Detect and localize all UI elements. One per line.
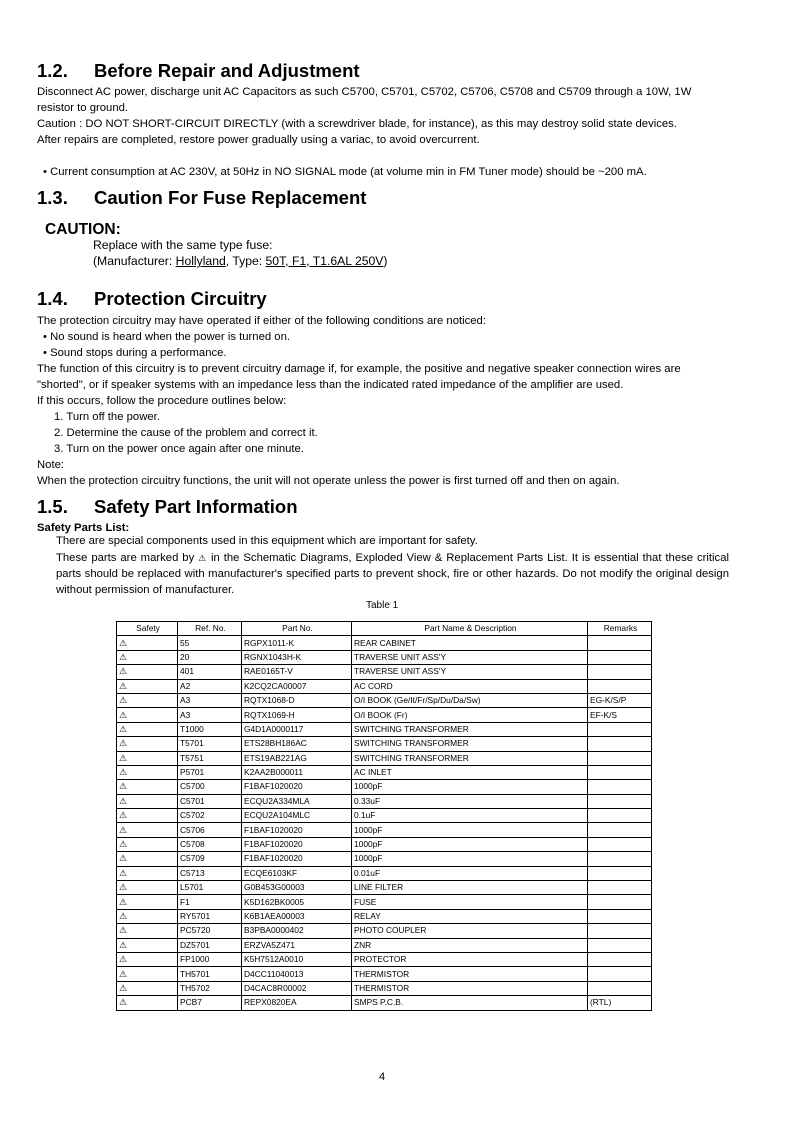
remarks-cell: [588, 924, 652, 938]
remarks-cell: [588, 895, 652, 909]
warning-triangle-icon: ⚠: [117, 650, 178, 664]
text-line: "shorted", or if speaker systems with an impedance less than the indicated rated impedance of the amplifier are used.: [37, 379, 624, 391]
ref-no-cell: C5700: [178, 780, 242, 794]
table-row: [117, 823, 652, 837]
description-cell: RELAY: [352, 909, 588, 923]
description-cell: 1000pF: [352, 852, 588, 866]
description-cell: AC CORD: [352, 679, 588, 693]
safety-parts-table: [116, 621, 652, 1011]
warning-triangle-icon: ⚠: [117, 665, 178, 679]
fuse-line-1: Replace with the same type fuse:: [93, 238, 273, 252]
caution-label: CAUTION:: [45, 221, 121, 238]
section-title: Protection Circuitry: [94, 288, 267, 309]
remarks-cell: [588, 794, 652, 808]
remarks-cell: [588, 722, 652, 736]
ref-no-cell: P5701: [178, 765, 242, 779]
description-cell: TRAVERSE UNIT ASS'Y: [352, 665, 588, 679]
warning-triangle-icon: ⚠: [117, 967, 178, 981]
remarks-cell: [588, 981, 652, 995]
safety-paragraph: [56, 550, 729, 598]
ref-no-cell: C5701: [178, 794, 242, 808]
note-label: Note:: [37, 459, 65, 471]
text: These parts are marked by: [56, 552, 199, 564]
table-row: [117, 636, 652, 650]
table-row: [117, 981, 652, 995]
fuse-line-2: [93, 253, 387, 269]
text-line: If this occurs, follow the procedure outlines below:: [37, 395, 287, 407]
section-title: Caution For Fuse Replacement: [94, 187, 367, 208]
description-cell: REAR CABINET: [352, 636, 588, 650]
condition-item: • No sound is heard when the power is turned on.: [43, 331, 290, 343]
part-no-cell: K5D162BK0005: [242, 895, 352, 909]
description-cell: 0.1uF: [352, 809, 588, 823]
fuse-type: 50T, F1, T1.6AL 250V: [265, 254, 384, 268]
remarks-cell: [588, 636, 652, 650]
remarks-cell: [588, 909, 652, 923]
part-no-cell: K2AA2B000011: [242, 765, 352, 779]
part-no-cell: K6B1AEA00003: [242, 909, 352, 923]
section-heading-1-3: [37, 187, 366, 209]
warning-triangle-icon: ⚠: [117, 636, 178, 650]
table-row: [117, 679, 652, 693]
text-line: Disconnect AC power, discharge unit AC Capacitors as such C5700, C5701, C5702, C5706, C5708 and C5709 through a 10W, 1W: [37, 86, 692, 98]
table-row: [117, 794, 652, 808]
remarks-cell: [588, 650, 652, 664]
description-cell: THERMISTOR: [352, 981, 588, 995]
current-consumption-bullet: • Current consumption at AC 230V, at 50Hz in NO SIGNAL mode (at volume min in FM Tuner mode) should be ~200 mA.: [43, 166, 647, 178]
ref-no-cell: C5713: [178, 866, 242, 880]
table-row: [117, 938, 652, 952]
warning-triangle-icon: ⚠: [117, 737, 178, 751]
warning-triangle-icon: ⚠: [117, 722, 178, 736]
protection-paragraph: [37, 313, 681, 489]
table-row: [117, 895, 652, 909]
description-cell: 0.33uF: [352, 794, 588, 808]
warning-triangle-icon: ⚠: [117, 751, 178, 765]
part-no-cell: RQTX1069-H: [242, 708, 352, 722]
remarks-cell: [588, 737, 652, 751]
table-row: [117, 780, 652, 794]
safety-parts-subheading: Safety Parts List:: [37, 522, 130, 534]
ref-no-cell: A2: [178, 679, 242, 693]
section-heading-1-5: [37, 496, 298, 518]
header-safety: Safety: [117, 622, 178, 636]
text: in the Schematic Diagrams, Exploded View & Replacement Parts List. It is essential that these critical parts should be replaced with manufacturer's specified parts to prevent shock, fire or other hazards. Do not modify the original design without permission of manufacturer.: [56, 552, 729, 596]
part-no-cell: G4D1A0000117: [242, 722, 352, 736]
remarks-cell: [588, 809, 652, 823]
section-title: Before Repair and Adjustment: [94, 60, 360, 81]
remarks-cell: [588, 823, 652, 837]
fuse-manufacturer: Hollyland: [175, 254, 226, 268]
table-row: [117, 952, 652, 966]
section-number: 1.5.: [37, 496, 68, 517]
description-cell: SWITCHING TRANSFORMER: [352, 737, 588, 751]
table-row: [117, 924, 652, 938]
table-row: [117, 881, 652, 895]
description-cell: AC INLET: [352, 765, 588, 779]
note-text: When the protection circuitry functions, the unit will not operate unless the power is first turned off and then on again.: [37, 475, 620, 487]
part-no-cell: F1BAF1020020: [242, 852, 352, 866]
warning-triangle-icon: ⚠: [117, 895, 178, 909]
remarks-cell: EF-K/S: [588, 708, 652, 722]
description-cell: O/I BOOK (Ge/It/Fr/Sp/Du/Da/Sw): [352, 693, 588, 707]
text: ): [383, 254, 388, 268]
ref-no-cell: A3: [178, 708, 242, 722]
description-cell: LINE FILTER: [352, 881, 588, 895]
warning-triangle-icon: ⚠: [117, 996, 178, 1010]
table-body: [117, 636, 652, 1010]
text: (Manufacturer:: [93, 254, 176, 268]
part-no-cell: ECQE6103KF: [242, 866, 352, 880]
description-cell: O/I BOOK (Fr): [352, 708, 588, 722]
ref-no-cell: A3: [178, 693, 242, 707]
ref-no-cell: DZ5701: [178, 938, 242, 952]
warning-triangle-icon: ⚠: [117, 909, 178, 923]
procedure-step: 2. Determine the cause of the problem and correct it.: [54, 427, 318, 439]
remarks-cell: [588, 967, 652, 981]
description-cell: SWITCHING TRANSFORMER: [352, 751, 588, 765]
table-row: [117, 866, 652, 880]
ref-no-cell: C5708: [178, 837, 242, 851]
ref-no-cell: T5701: [178, 737, 242, 751]
ref-no-cell: T5751: [178, 751, 242, 765]
table-row: [117, 909, 652, 923]
table-row: [117, 693, 652, 707]
table-row: [117, 665, 652, 679]
ref-no-cell: RY5701: [178, 909, 242, 923]
section-heading-1-2: [37, 60, 360, 82]
table-row: [117, 809, 652, 823]
remarks-cell: [588, 837, 652, 851]
ref-no-cell: L5701: [178, 881, 242, 895]
ref-no-cell: C5709: [178, 852, 242, 866]
remarks-cell: [588, 765, 652, 779]
procedure-step: 3. Turn on the power once again after one minute.: [54, 443, 304, 455]
section-heading-1-4: [37, 288, 267, 310]
table-row: [117, 837, 652, 851]
part-no-cell: ETS28BH186AC: [242, 737, 352, 751]
text: , Type:: [225, 254, 266, 268]
part-no-cell: RAE0165T-V: [242, 665, 352, 679]
ref-no-cell: 20: [178, 650, 242, 664]
warning-triangle-icon: ⚠: [117, 837, 178, 851]
warning-triangle-icon: ⚠: [117, 823, 178, 837]
table-row: [117, 996, 652, 1010]
table-row: [117, 708, 652, 722]
ref-no-cell: PCB7: [178, 996, 242, 1010]
part-no-cell: RGPX1011-K: [242, 636, 352, 650]
remarks-cell: EG-K/S/P: [588, 693, 652, 707]
description-cell: 1000pF: [352, 837, 588, 851]
remarks-cell: [588, 938, 652, 952]
page-number: 4: [379, 1071, 386, 1083]
part-no-cell: F1BAF1020020: [242, 823, 352, 837]
warning-triangle-icon: ⚠: [117, 780, 178, 794]
part-no-cell: RQTX1068-D: [242, 693, 352, 707]
part-no-cell: ERZVA5Z471: [242, 938, 352, 952]
warning-triangle-icon: ⚠: [117, 679, 178, 693]
table-row: [117, 967, 652, 981]
table-row: [117, 765, 652, 779]
warning-triangle-icon: ⚠: [117, 938, 178, 952]
header-description: Part Name & Description: [352, 622, 588, 636]
text-line: The function of this circuitry is to prevent circuitry damage if, for example, the positive and negative speaker connection wires are: [37, 363, 681, 375]
part-no-cell: REPX0820EA: [242, 996, 352, 1010]
description-cell: THERMISTOR: [352, 967, 588, 981]
table-row: [117, 737, 652, 751]
warning-triangle-icon: ⚠: [117, 866, 178, 880]
header-remarks: Remarks: [588, 622, 652, 636]
part-no-cell: G0B453G00003: [242, 881, 352, 895]
description-cell: SWITCHING TRANSFORMER: [352, 722, 588, 736]
description-cell: PHOTO COUPLER: [352, 924, 588, 938]
description-cell: TRAVERSE UNIT ASS'Y: [352, 650, 588, 664]
description-cell: PROTECTOR: [352, 952, 588, 966]
text-line: After repairs are completed, restore power gradually using a variac, to avoid overcurrent.: [37, 134, 480, 146]
remarks-cell: [588, 751, 652, 765]
remarks-cell: [588, 665, 652, 679]
section-number: 1.4.: [37, 288, 68, 309]
description-cell: ZNR: [352, 938, 588, 952]
part-no-cell: K2CQ2CA00007: [242, 679, 352, 693]
remarks-cell: [588, 679, 652, 693]
condition-item: • Sound stops during a performance.: [43, 347, 227, 359]
section-number: 1.3.: [37, 187, 68, 208]
warning-triangle-icon: ⚠: [117, 693, 178, 707]
description-cell: FUSE: [352, 895, 588, 909]
table-caption: Table 1: [366, 600, 399, 611]
ref-no-cell: 401: [178, 665, 242, 679]
part-no-cell: D4CAC8R00002: [242, 981, 352, 995]
ref-no-cell: PC5720: [178, 924, 242, 938]
warning-triangle-icon: ⚠: [117, 765, 178, 779]
procedure-step: 1. Turn off the power.: [54, 411, 160, 423]
description-cell: 1000pF: [352, 780, 588, 794]
part-no-cell: K5H7512A0010: [242, 952, 352, 966]
section-number: 1.2.: [37, 60, 68, 81]
ref-no-cell: TH5702: [178, 981, 242, 995]
remarks-cell: [588, 881, 652, 895]
remarks-cell: [588, 780, 652, 794]
part-no-cell: ETS19AB221AG: [242, 751, 352, 765]
ref-no-cell: 55: [178, 636, 242, 650]
header-part-no: Part No.: [242, 622, 352, 636]
table-row: [117, 751, 652, 765]
warning-triangle-icon: ⚠: [117, 952, 178, 966]
warning-triangle-icon: ⚠: [117, 852, 178, 866]
warning-triangle-icon: ⚠: [117, 794, 178, 808]
table-header-row: [117, 622, 652, 636]
ref-no-cell: F1: [178, 895, 242, 909]
part-no-cell: RGNX1043H-K: [242, 650, 352, 664]
part-no-cell: D4CC11040013: [242, 967, 352, 981]
ref-no-cell: C5702: [178, 809, 242, 823]
part-no-cell: ECQU2A104MLC: [242, 809, 352, 823]
text-line: The protection circuitry may have operated if either of the following conditions are noticed:: [37, 315, 486, 327]
table-row: [117, 650, 652, 664]
description-cell: 1000pF: [352, 823, 588, 837]
description-cell: 0.01uF: [352, 866, 588, 880]
warning-triangle-icon: ⚠: [117, 981, 178, 995]
ref-no-cell: C5706: [178, 823, 242, 837]
warning-triangle-icon: ⚠: [117, 881, 178, 895]
section-title: Safety Part Information: [94, 496, 298, 517]
text-line: Caution : DO NOT SHORT-CIRCUIT DIRECTLY (with a screwdriver blade, for instance), as this may destroy solid state devices.: [37, 118, 677, 130]
remarks-cell: [588, 852, 652, 866]
part-no-cell: B3PBA0000402: [242, 924, 352, 938]
warning-triangle-icon: ⚠: [198, 553, 208, 563]
ref-no-cell: T1000: [178, 722, 242, 736]
remarks-cell: (RTL): [588, 996, 652, 1010]
header-ref-no: Ref. No.: [178, 622, 242, 636]
part-no-cell: ECQU2A334MLA: [242, 794, 352, 808]
text-line: resistor to ground.: [37, 102, 129, 114]
warning-triangle-icon: ⚠: [117, 809, 178, 823]
warning-triangle-icon: ⚠: [117, 708, 178, 722]
safety-intro-line: There are special components used in this equipment which are important for safety.: [56, 535, 478, 547]
remarks-cell: [588, 866, 652, 880]
table-row: [117, 852, 652, 866]
remarks-cell: [588, 952, 652, 966]
description-cell: SMPS P.C.B.: [352, 996, 588, 1010]
part-no-cell: F1BAF1020020: [242, 780, 352, 794]
warning-triangle-icon: ⚠: [117, 924, 178, 938]
fuse-instructions: [93, 237, 387, 269]
part-no-cell: F1BAF1020020: [242, 837, 352, 851]
table-row: [117, 722, 652, 736]
ref-no-cell: FP1000: [178, 952, 242, 966]
ref-no-cell: TH5701: [178, 967, 242, 981]
repair-paragraph: [37, 84, 691, 148]
